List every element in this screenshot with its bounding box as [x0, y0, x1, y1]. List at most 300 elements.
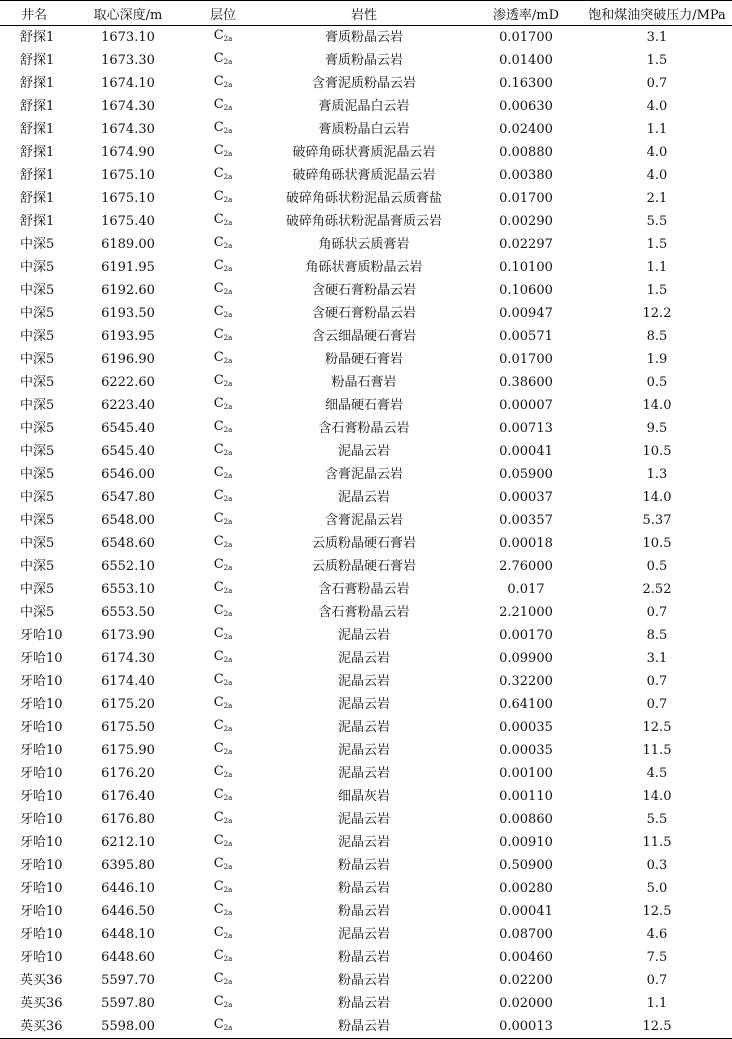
layer-subscript: 2a — [223, 817, 233, 825]
cell-lithology: 角砾状云质膏岩 — [318, 237, 410, 252]
cell-permeability: 0.01700 — [499, 191, 553, 206]
cell-lithology: 膏质粉晶云岩 — [324, 53, 403, 68]
cell-pressure: 1.1 — [646, 260, 668, 275]
table-row — [0, 785, 732, 808]
header-well: 井名 — [0, 1, 68, 26]
cell-permeability: 0.00713 — [499, 421, 553, 436]
cell-permeability: 0.01700 — [499, 352, 553, 367]
header-breakthrough-pressure: 饱和煤油突破压力/MPa — [582, 1, 732, 26]
cell-layer — [188, 969, 258, 992]
cell-layer — [188, 601, 258, 624]
cell-layer — [188, 716, 258, 739]
cell-layer — [188, 877, 258, 900]
table-row — [0, 900, 732, 923]
cell-lithology: 粉晶云岩 — [337, 996, 390, 1011]
table-row — [0, 739, 732, 762]
table-row — [0, 762, 732, 785]
cell-pressure: 2.1 — [646, 191, 668, 206]
cell-depth: 6553.50 — [101, 605, 155, 620]
cell-permeability: 0.00910 — [499, 835, 553, 850]
cell-permeability: 0.01700 — [499, 30, 553, 45]
table-row — [0, 302, 732, 325]
cell-well: 牙哈10 — [20, 950, 63, 965]
cell-permeability: 0.00880 — [499, 145, 553, 160]
cell-permeability: 0.38600 — [499, 375, 553, 390]
cell-lithology: 粉晶石膏岩 — [331, 375, 397, 390]
cell-lithology: 泥晶云岩 — [337, 743, 390, 758]
cell-pressure: 1.5 — [646, 53, 668, 68]
cell-lithology: 云质粉晶硬石膏岩 — [311, 536, 416, 551]
cell-well: 中深5 — [20, 283, 55, 298]
layer-subscript: 2a — [223, 472, 233, 480]
cell-pressure: 9.5 — [646, 421, 668, 436]
layer-symbol: C — [213, 994, 224, 1009]
layer-subscript: 2a — [223, 1001, 233, 1009]
layer-subscript: 2a — [223, 932, 233, 940]
cell-layer — [188, 394, 258, 417]
layer-subscript: 2a — [223, 541, 233, 549]
layer-symbol: C — [213, 281, 224, 296]
cell-well: 中深5 — [20, 352, 55, 367]
layer-symbol: C — [213, 396, 224, 411]
table-row — [0, 854, 732, 877]
layer-subscript: 2a — [223, 426, 233, 434]
layer-subscript: 2a — [223, 771, 233, 779]
cell-permeability: 0.02200 — [499, 973, 553, 988]
cell-depth: 6176.80 — [101, 812, 155, 827]
cell-depth: 6552.10 — [101, 559, 155, 574]
cell-pressure: 8.5 — [646, 329, 668, 344]
cell-lithology: 含石膏粉晶云岩 — [318, 605, 410, 620]
cell-permeability: 0.00035 — [499, 743, 553, 758]
cell-pressure: 5.0 — [646, 881, 668, 896]
cell-permeability: 0.08700 — [499, 927, 553, 942]
cell-layer — [188, 532, 258, 555]
layer-subscript: 2a — [223, 748, 233, 756]
table-row — [0, 118, 732, 141]
table-row — [0, 417, 732, 440]
cell-depth: 6223.40 — [101, 398, 155, 413]
table-body — [0, 26, 732, 1039]
layer-subscript: 2a — [223, 587, 233, 595]
layer-symbol: C — [213, 672, 224, 687]
cell-permeability: 0.05900 — [499, 467, 553, 482]
table-row — [0, 95, 732, 118]
cell-depth: 6173.90 — [101, 628, 155, 643]
layer-symbol: C — [213, 28, 224, 43]
cell-well: 中深5 — [20, 490, 55, 505]
cell-pressure: 4.0 — [646, 99, 668, 114]
table-row — [0, 509, 732, 532]
cell-lithology: 泥晶云岩 — [337, 444, 390, 459]
cell-well: 牙哈10 — [20, 697, 63, 712]
cell-lithology: 泥晶云岩 — [337, 927, 390, 942]
header-row — [0, 1, 732, 26]
cell-well: 舒探1 — [20, 76, 55, 91]
cell-lithology: 粉晶云岩 — [337, 973, 390, 988]
layer-symbol: C — [213, 971, 224, 986]
cell-depth: 6546.00 — [101, 467, 155, 482]
cell-depth: 6193.50 — [101, 306, 155, 321]
cell-permeability: 0.50900 — [499, 858, 553, 873]
cell-layer — [188, 279, 258, 302]
layer-symbol: C — [213, 74, 224, 89]
cell-well: 中深5 — [20, 444, 55, 459]
cell-permeability: 0.00630 — [499, 99, 553, 114]
layer-symbol: C — [213, 810, 224, 825]
cell-layer — [188, 670, 258, 693]
layer-symbol: C — [213, 718, 224, 733]
layer-subscript: 2a — [223, 633, 233, 641]
layer-symbol: C — [213, 304, 224, 319]
cell-permeability: 0.00007 — [499, 398, 553, 413]
cell-well: 英买36 — [20, 996, 63, 1011]
cell-lithology: 膏质泥晶白云岩 — [318, 99, 410, 114]
table-row — [0, 371, 732, 394]
cell-well: 牙哈10 — [20, 766, 63, 781]
layer-symbol: C — [213, 948, 224, 963]
cell-layer — [188, 992, 258, 1015]
layer-subscript: 2a — [223, 909, 233, 917]
cell-permeability: 0.00280 — [499, 881, 553, 896]
layer-symbol: C — [213, 833, 224, 848]
cell-pressure: 3.1 — [646, 651, 668, 666]
cell-layer — [188, 141, 258, 164]
cell-lithology: 粉晶云岩 — [337, 881, 390, 896]
cell-depth: 6175.20 — [101, 697, 155, 712]
cell-depth: 6212.10 — [101, 835, 155, 850]
cell-permeability: 0.01400 — [499, 53, 553, 68]
cell-depth: 5597.70 — [101, 973, 155, 988]
cell-lithology: 粉晶云岩 — [337, 950, 390, 965]
cell-pressure: 1.3 — [646, 467, 668, 482]
cell-lithology: 破碎角砾状粉泥晶云质膏盐 — [285, 191, 442, 206]
layer-subscript: 2a — [223, 656, 233, 664]
cell-pressure: 0.7 — [646, 605, 668, 620]
layer-subscript: 2a — [223, 840, 233, 848]
cell-depth: 1674.10 — [101, 76, 155, 91]
header-permeability: 渗透率/mD — [470, 1, 582, 26]
cell-lithology: 粉晶硬石膏岩 — [324, 352, 403, 367]
layer-subscript: 2a — [223, 702, 233, 710]
cell-well: 英买36 — [20, 973, 63, 988]
cell-lithology: 粉晶云岩 — [337, 904, 390, 919]
cell-pressure: 12.5 — [642, 720, 672, 735]
cell-depth: 1675.10 — [101, 191, 155, 206]
layer-symbol: C — [213, 51, 224, 66]
layer-symbol: C — [213, 373, 224, 388]
cell-depth: 1673.30 — [101, 53, 155, 68]
table-row — [0, 601, 732, 624]
table-row — [0, 164, 732, 187]
cell-lithology: 角砾状膏质粉晶云岩 — [305, 260, 423, 275]
layer-symbol: C — [213, 235, 224, 250]
cell-layer — [188, 946, 258, 969]
layer-subscript: 2a — [223, 380, 233, 388]
cell-depth: 6175.90 — [101, 743, 155, 758]
layer-subscript: 2a — [223, 1024, 233, 1032]
cell-lithology: 泥晶云岩 — [337, 651, 390, 666]
cell-depth: 6446.10 — [101, 881, 155, 896]
cell-lithology: 泥晶云岩 — [337, 490, 390, 505]
cell-lithology: 泥晶云岩 — [337, 720, 390, 735]
cell-pressure: 4.5 — [646, 766, 668, 781]
cell-permeability: 0.00110 — [499, 789, 553, 804]
cell-lithology: 含硬石膏粉晶云岩 — [311, 283, 416, 298]
layer-symbol: C — [213, 488, 224, 503]
cell-depth: 6222.60 — [101, 375, 155, 390]
cell-pressure: 1.1 — [646, 122, 668, 137]
cell-pressure: 3.1 — [646, 30, 668, 45]
cell-pressure: 0.7 — [646, 973, 668, 988]
cell-well: 中深5 — [20, 398, 55, 413]
cell-permeability: 0.10100 — [499, 260, 553, 275]
cell-pressure: 11.5 — [642, 743, 672, 758]
table-row — [0, 716, 732, 739]
cell-depth: 6189.00 — [101, 237, 155, 252]
layer-symbol: C — [213, 695, 224, 710]
cell-pressure: 12.5 — [582, 1015, 732, 1039]
layer-symbol: C — [213, 626, 224, 641]
cell-well: 中深5 — [20, 237, 55, 252]
header-lithology: 岩性 — [258, 1, 470, 26]
layer-subscript: 2a — [223, 265, 233, 273]
layer-symbol: C — [213, 902, 224, 917]
layer-symbol: C — [213, 327, 224, 342]
table-row — [0, 670, 732, 693]
cell-depth: 6545.40 — [101, 444, 155, 459]
cell-layer — [188, 693, 258, 716]
cell-well: 牙哈10 — [20, 628, 63, 643]
cell-permeability: 0.02400 — [499, 122, 553, 137]
layer-subscript: 2a — [223, 863, 233, 871]
layer-subscript: 2a — [223, 978, 233, 986]
cell-permeability: 0.017 — [507, 582, 545, 597]
table-header — [0, 1, 732, 26]
layer-subscript: 2a — [223, 196, 233, 204]
cell-lithology: 破碎角砾状粉泥晶膏质云岩 — [285, 214, 442, 229]
layer-subscript: 2a — [223, 449, 233, 457]
layer-subscript: 2a — [223, 725, 233, 733]
cell-depth: 6448.60 — [101, 950, 155, 965]
cell-depth: 1675.10 — [101, 168, 155, 183]
table-row — [0, 440, 732, 463]
cell-pressure: 0.5 — [646, 375, 668, 390]
layer-subscript: 2a — [223, 173, 233, 181]
layer-symbol: C — [213, 741, 224, 756]
table-row — [0, 992, 732, 1015]
cell-well: 舒探1 — [20, 122, 55, 137]
cell-lithology: 云质粉晶硬石膏岩 — [311, 559, 416, 574]
cell-well: 牙哈10 — [20, 927, 63, 942]
cell-permeability: 0.32200 — [499, 674, 553, 689]
table-row — [0, 49, 732, 72]
table-row — [0, 923, 732, 946]
cell-pressure: 0.5 — [646, 559, 668, 574]
cell-depth: 6176.40 — [101, 789, 155, 804]
cell-permeability: 2.76000 — [499, 559, 553, 574]
cell-well: 舒探1 — [20, 191, 55, 206]
layer-symbol: C — [213, 189, 224, 204]
layer-symbol: C — [213, 442, 224, 457]
layer-symbol: C — [213, 925, 224, 940]
cell-layer — [188, 739, 258, 762]
cell-depth: 6174.40 — [101, 674, 155, 689]
cell-layer — [188, 785, 258, 808]
cell-layer — [188, 624, 258, 647]
cell-well: 英买36 — [0, 1015, 68, 1039]
layer-symbol: C — [213, 465, 224, 480]
cell-layer — [188, 762, 258, 785]
table-row — [0, 348, 732, 371]
table-row — [0, 647, 732, 670]
cell-pressure: 8.5 — [646, 628, 668, 643]
cell-permeability: 0.00041 — [499, 444, 553, 459]
cell-layer — [188, 371, 258, 394]
cell-layer — [188, 900, 258, 923]
layer-subscript: 2a — [223, 955, 233, 963]
table-row — [0, 187, 732, 210]
cell-lithology: 含膏泥晶云岩 — [324, 513, 403, 528]
layer-symbol: C — [213, 787, 224, 802]
cell-depth: 6395.80 — [101, 858, 155, 873]
layer-subscript: 2a — [223, 334, 233, 342]
cell-layer — [188, 118, 258, 141]
cell-permeability: 0.00290 — [499, 214, 553, 229]
cell-layer — [188, 256, 258, 279]
layer-symbol: C — [213, 603, 224, 618]
layer-symbol: C — [213, 1017, 224, 1032]
cell-well: 牙哈10 — [20, 743, 63, 758]
cell-lithology: 含膏泥质粉晶云岩 — [311, 76, 416, 91]
cell-lithology: 含云细晶硬石膏岩 — [311, 329, 416, 344]
cell-lithology: 粉晶云岩 — [337, 858, 390, 873]
cell-well: 牙哈10 — [20, 835, 63, 850]
layer-symbol: C — [213, 764, 224, 779]
cell-layer — [188, 578, 258, 601]
table-row — [0, 486, 732, 509]
layer-subscript: 2a — [223, 127, 233, 135]
cell-pressure: 2.52 — [642, 582, 672, 597]
cell-layer — [188, 26, 258, 50]
cell-well: 中深5 — [20, 559, 55, 574]
cell-lithology: 粉晶云岩 — [258, 1015, 470, 1039]
cell-pressure: 4.6 — [646, 927, 668, 942]
cell-permeability: 0.00357 — [499, 513, 553, 528]
cell-well: 中深5 — [20, 582, 55, 597]
cell-lithology: 含硬石膏粉晶云岩 — [311, 306, 416, 321]
cell-lithology: 泥晶云岩 — [337, 628, 390, 643]
layer-subscript: 2a — [223, 150, 233, 158]
cell-lithology: 膏质粉晶白云岩 — [318, 122, 410, 137]
table-row — [0, 624, 732, 647]
cell-permeability: 0.00035 — [499, 720, 553, 735]
header-depth: 取心深度/m — [68, 1, 188, 26]
cell-well: 舒探1 — [20, 30, 55, 45]
cell-depth: 6175.50 — [101, 720, 155, 735]
layer-subscript: 2a — [223, 403, 233, 411]
layer-symbol: C — [213, 879, 224, 894]
table-row — [0, 233, 732, 256]
table-row — [0, 532, 732, 555]
cell-permeability: 0.00018 — [499, 536, 553, 551]
layer-symbol: C — [213, 580, 224, 595]
cell-layer — [188, 808, 258, 831]
cell-lithology: 泥晶云岩 — [337, 812, 390, 827]
cell-well: 牙哈10 — [20, 812, 63, 827]
cell-pressure: 14.0 — [642, 490, 672, 505]
layer-symbol: C — [213, 120, 224, 135]
table-row — [0, 969, 732, 992]
cell-permeability: 0.00013 — [470, 1015, 582, 1039]
layer-subscript: 2a — [223, 288, 233, 296]
cell-pressure: 12.5 — [642, 904, 672, 919]
layer-subscript: 2a — [223, 81, 233, 89]
cell-pressure: 1.1 — [646, 996, 668, 1011]
table-row — [0, 279, 732, 302]
table-row — [0, 210, 732, 233]
cell-well: 中深5 — [20, 513, 55, 528]
cell-layer — [188, 417, 258, 440]
cell-pressure: 0.7 — [646, 76, 668, 91]
cell-depth: 6192.60 — [101, 283, 155, 298]
cell-lithology: 破碎角砾状膏质泥晶云岩 — [292, 168, 436, 183]
cell-permeability: 0.64100 — [499, 697, 553, 712]
header-layer: 层位 — [188, 1, 258, 26]
cell-depth: 6196.90 — [101, 352, 155, 367]
cell-pressure: 0.3 — [646, 858, 668, 873]
cell-layer — [188, 348, 258, 371]
layer-subscript: 2a — [223, 886, 233, 894]
cell-permeability: 0.00947 — [499, 306, 553, 321]
cell-lithology: 细晶硬石膏岩 — [324, 398, 403, 413]
cell-permeability: 0.00860 — [499, 812, 553, 827]
cell-well: 牙哈10 — [20, 858, 63, 873]
cell-permeability: 0.00037 — [499, 490, 553, 505]
cell-pressure: 5.37 — [642, 513, 672, 528]
cell-pressure: 0.7 — [646, 674, 668, 689]
cell-well: 中深5 — [20, 329, 55, 344]
cell-lithology: 含膏泥晶云岩 — [324, 467, 403, 482]
cell-depth: 1673.10 — [101, 30, 155, 45]
cell-layer — [188, 302, 258, 325]
cell-lithology: 含石膏粉晶云岩 — [318, 421, 410, 436]
cell-pressure: 1.5 — [646, 283, 668, 298]
cell-layer — [188, 509, 258, 532]
cell-pressure: 5.5 — [646, 214, 668, 229]
layer-subscript: 2a — [223, 564, 233, 572]
cell-depth: 6448.10 — [101, 927, 155, 942]
cell-layer — [188, 187, 258, 210]
cell-permeability: 0.00041 — [499, 904, 553, 919]
cell-depth: 5598.00 — [68, 1015, 188, 1039]
table-row — [0, 808, 732, 831]
cell-depth: 6191.95 — [101, 260, 155, 275]
cell-depth: 6174.30 — [101, 651, 155, 666]
table-row — [0, 26, 732, 50]
cell-permeability: 0.00170 — [499, 628, 553, 643]
layer-subscript: 2a — [223, 610, 233, 618]
cell-layer — [188, 486, 258, 509]
cell-pressure: 11.5 — [642, 835, 672, 850]
cell-well: 中深5 — [20, 375, 55, 390]
cell-depth: 6547.80 — [101, 490, 155, 505]
cell-lithology: 泥晶云岩 — [337, 674, 390, 689]
cell-well: 舒探1 — [20, 53, 55, 68]
cell-lithology: 膏质粉晶云岩 — [324, 30, 403, 45]
layer-subscript: 2a — [223, 518, 233, 526]
cell-permeability: 0.02000 — [499, 996, 553, 1011]
